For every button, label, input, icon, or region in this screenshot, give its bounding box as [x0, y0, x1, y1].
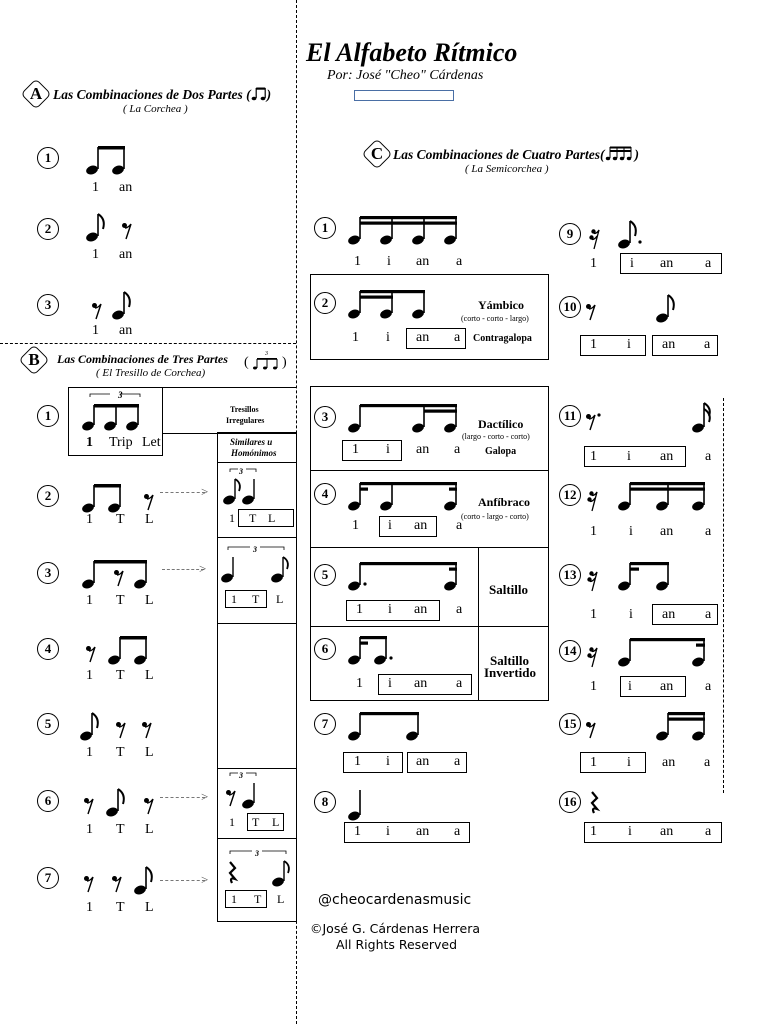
b3-arrow [162, 569, 204, 570]
b7-alt-count-3: L [277, 892, 285, 906]
c16-count-box [584, 822, 722, 843]
tuplet-three: 3 [255, 849, 259, 858]
section-a-badge [24, 82, 48, 106]
section-c-letter: C [370, 144, 384, 163]
c8-count-1: 1 [354, 824, 361, 839]
c1-count-4: a [456, 254, 463, 269]
c-item-6-number: 6 [314, 638, 336, 660]
b6-alt-count-3: L [272, 815, 280, 829]
b7-alt-rhythm [224, 848, 294, 888]
c16-count-1: 1 [590, 824, 597, 839]
eighth-pair-icon [251, 87, 267, 101]
section-c-title [393, 146, 639, 163]
c-item-13-rhythm [584, 554, 684, 594]
c-item-10-rhythm [584, 286, 714, 326]
c9-count-1: 1 [590, 256, 597, 271]
c5-count-3: an [414, 602, 428, 617]
c2-count-4: a [454, 330, 461, 345]
c-item-3-rhythm [348, 396, 468, 436]
c-item-16-number: 16 [559, 791, 581, 813]
c7-count-3: an [416, 754, 430, 769]
c-item-11-number: 11 [559, 405, 581, 427]
c-item-13-number: 13 [559, 564, 581, 586]
c7-count-1: 1 [354, 754, 361, 769]
b4-count-2: T [116, 668, 125, 683]
c9-count-4: a [705, 256, 712, 271]
a-item-3-rhythm [86, 283, 146, 323]
c10-count-2: i [627, 337, 631, 352]
c-item-4-rhythm [348, 474, 468, 514]
c7-count-box-a [343, 752, 403, 773]
c-item-11-rhythm [584, 396, 724, 436]
b6-count-2: T [116, 822, 125, 837]
c8-count-3: an [416, 824, 430, 839]
c12-count-1: 1 [590, 524, 597, 539]
c-item-1-number: 1 [314, 217, 336, 239]
b-item-1-number: 1 [37, 405, 59, 427]
c11-count-1: 1 [590, 449, 597, 464]
copyright: ©José G. Cárdenas Herrera [310, 921, 481, 936]
c12-count-4: a [705, 524, 712, 539]
section-b-badge [22, 348, 46, 372]
c5-c6-divider [478, 547, 479, 701]
c6-count-3: an [414, 676, 428, 691]
c13-count-3: an [662, 607, 676, 622]
b6-count-1: 1 [86, 822, 93, 837]
similar-row-line [217, 623, 297, 624]
b4-count-3: L [145, 668, 154, 683]
a1-count-2: an [119, 180, 133, 195]
b6-alt-count-2: T [252, 815, 260, 829]
b7-count-2: T [116, 900, 125, 915]
b2-alt-count-3: L [268, 511, 276, 525]
b1-count-2: Trip [109, 435, 133, 450]
section-c-badge [365, 142, 389, 166]
c-item-16-rhythm [586, 784, 616, 824]
c-item-2-rhythm [348, 282, 438, 322]
section-a-title-close: ) [266, 87, 272, 102]
c4-count-1: 1 [352, 518, 359, 533]
section-b-letter: B [28, 350, 40, 369]
c3-name: Dactílico [478, 417, 524, 431]
section-b-subtitle: ( El Tresillo de Corchea) [96, 367, 206, 379]
c6-count-4: a [456, 676, 463, 691]
rights-reserved: All Rights Reserved [336, 937, 458, 952]
similar-label-1: Similares u [230, 437, 273, 447]
b3-alt-rhythm [222, 544, 292, 584]
b-item-7-number: 7 [37, 867, 59, 889]
b6-alt-rhythm [224, 770, 294, 810]
irregular-label-2: Irregulares [226, 416, 265, 425]
c4-desc: (corto - largo - corto) [461, 512, 529, 521]
c10-count-1: 1 [590, 337, 597, 352]
a3-count-2: an [119, 323, 133, 338]
c8-count-box [344, 822, 470, 843]
c1-count-1: 1 [354, 254, 361, 269]
c13-count-1: 1 [590, 607, 597, 622]
b6-count-3: L [145, 822, 154, 837]
a2-count-2: an [119, 247, 133, 262]
c4-name: Anfíbraco [478, 495, 530, 509]
section-c-subtitle: ( La Semicorchea ) [465, 163, 549, 175]
c7-count-4: a [454, 754, 461, 769]
b1-triplet-mark: 3 [118, 390, 123, 400]
c4-count-2: i [388, 518, 392, 533]
c14-count-4: a [705, 679, 712, 694]
a3-count-1: 1 [92, 323, 99, 338]
b2-count-3: L [145, 512, 154, 527]
a-item-1-number: 1 [37, 147, 59, 169]
c3-desc: (largo - corto - corto) [462, 432, 530, 441]
c6-count-2: i [388, 676, 392, 691]
section-a-subtitle: ( La Corchea ) [123, 103, 188, 115]
similar-row-line [217, 537, 297, 538]
b1-count-3: Let [142, 435, 161, 450]
page-title: El Alfabeto Rítmico [306, 38, 518, 67]
c-item-5-number: 5 [314, 564, 336, 586]
b5-count-1: 1 [86, 745, 93, 760]
c5-name: Saltillo [489, 582, 529, 597]
c3-count-3: an [416, 442, 430, 457]
c10-count-4: a [704, 337, 711, 352]
section-a-title-text: Las Combinaciones de Dos Partes ( [53, 87, 251, 102]
arrow-head-icon: > [201, 872, 209, 887]
c11-count-4: a [705, 449, 712, 464]
c-item-8-number: 8 [314, 791, 336, 813]
section-c-title-close: ) [634, 147, 640, 162]
c-item-9-rhythm [586, 212, 666, 252]
c16-count-2: i [628, 824, 632, 839]
arrow-head-icon: > [199, 561, 207, 576]
b3-alt-count-1: 1 [231, 592, 237, 606]
byline: Por: José "Cheo" Cárdenas [327, 68, 484, 83]
b-item-3-number: 3 [37, 562, 59, 584]
c9-count-3: an [660, 256, 674, 271]
c2-count-2: i [386, 330, 390, 345]
c1-count-3: an [416, 254, 430, 269]
c-item-14-rhythm [584, 630, 724, 670]
c8-count-2: i [386, 824, 390, 839]
svg-text:(: ( [244, 355, 249, 370]
b-item-7-rhythm [82, 858, 162, 898]
c-item-7-number: 7 [314, 713, 336, 735]
b7-alt-count-1: 1 [231, 892, 237, 906]
b6-arrow [160, 797, 205, 798]
c3-count-1: 1 [352, 442, 359, 457]
b3-alt-count-2: T [252, 592, 260, 606]
b3-alt-count-3: L [276, 592, 284, 606]
c-item-7-rhythm [348, 704, 438, 744]
similar-label-2: Homónimos [231, 448, 277, 458]
c-item-2-number: 2 [314, 292, 336, 314]
section-b-title: Las Combinaciones de Tres Partes [57, 352, 228, 366]
c2-count-1: 1 [352, 330, 359, 345]
c10-count-3: an [662, 337, 676, 352]
c-item-12-number: 12 [559, 484, 581, 506]
b2-alt-count-1: 1 [229, 511, 235, 525]
b5-count-2: T [116, 745, 125, 760]
section-a-letter: A [29, 84, 43, 103]
c3-count-4: a [454, 442, 461, 457]
irregular-connector-diag [162, 387, 163, 432]
b2-alt-rhythm [224, 466, 294, 506]
c6-name: Saltillo [490, 653, 530, 668]
b3-count-2: T [116, 593, 125, 608]
c12-count-2: i [629, 524, 633, 539]
c13-count-2: i [629, 607, 633, 622]
tuplet-three: 3 [239, 771, 243, 780]
c13-count-4: a [705, 607, 712, 622]
b7-count-1: 1 [86, 900, 93, 915]
arrow-head-icon: > [201, 789, 209, 804]
c8-count-4: a [454, 824, 461, 839]
b-item-4-rhythm [82, 628, 162, 668]
b-item-4-number: 4 [37, 638, 59, 660]
c11-count-2: i [627, 449, 631, 464]
b3-count-1: 1 [86, 593, 93, 608]
b1-count-1: 1 [86, 435, 93, 450]
c7-count-2: i [386, 754, 390, 769]
b2-count-2: T [116, 512, 125, 527]
social-handle: @cheocardenasmusic [318, 892, 472, 908]
c1-count-2: i [387, 254, 391, 269]
c11-count-3: an [660, 449, 674, 464]
c3-count-2: i [386, 442, 390, 457]
c16-count-4: a [705, 824, 712, 839]
similar-row-line [217, 768, 297, 769]
section-a-title [53, 87, 271, 103]
similar-row-line [217, 462, 297, 463]
c14-count-1: 1 [590, 679, 597, 694]
b2-alt-box [238, 509, 294, 527]
svg-text:3: 3 [265, 351, 268, 357]
b-item-3-rhythm [82, 552, 162, 592]
c-item-14-number: 14 [559, 640, 581, 662]
c5-count-1: 1 [356, 602, 363, 617]
b7-alt-count-2: T [254, 892, 262, 906]
c2-desc: (corto - corto - largo) [461, 314, 529, 323]
c6-count-1: 1 [356, 676, 363, 691]
b7-arrow [160, 880, 205, 881]
svg-text:): ) [282, 355, 287, 370]
triplet-group-icon [244, 350, 292, 372]
c15-count-3: an [662, 755, 676, 770]
c15-count-4: a [704, 755, 711, 770]
c14-count-3: an [660, 679, 674, 694]
b-item-2-number: 2 [37, 485, 59, 507]
name-input-box[interactable] [354, 90, 454, 101]
b2-alt-count-2: T [249, 511, 257, 525]
arrow-head-icon: > [201, 484, 209, 499]
section-c-title-text: Las Combinaciones de Cuatro Partes( [393, 147, 605, 162]
b-item-5-rhythm [80, 704, 160, 744]
sixteenth-group-icon [605, 146, 635, 161]
c-item-15-number: 15 [559, 713, 581, 735]
a-item-1-rhythm [86, 138, 146, 178]
c3-count-box [342, 440, 402, 461]
a-item-2-number: 2 [37, 218, 59, 240]
c5-count-4: a [456, 602, 463, 617]
a-item-2-rhythm [86, 205, 146, 245]
c-item-4-number: 4 [314, 483, 336, 505]
b6-alt-count-1: 1 [229, 815, 235, 829]
c12-count-3: an [660, 524, 674, 539]
irregular-label-1: Tresillos [230, 405, 259, 414]
b4-count-1: 1 [86, 668, 93, 683]
similar-row-line [217, 838, 297, 839]
c-item-1-rhythm [348, 208, 468, 248]
c-item-8-rhythm [348, 784, 378, 824]
c6-name-2: Invertido [484, 665, 536, 680]
b7-count-3: L [145, 900, 154, 915]
tuplet-three: 3 [253, 545, 257, 554]
c9-count-2: i [630, 256, 634, 271]
c-item-6-rhythm [348, 628, 438, 668]
section-divider [0, 343, 296, 344]
b2-arrow [160, 492, 205, 493]
a1-count-1: 1 [92, 180, 99, 195]
irregular-connector [162, 387, 296, 434]
c-item-5-rhythm [348, 554, 468, 594]
c2-name: Yámbico [478, 298, 524, 312]
a2-count-1: 1 [92, 247, 99, 262]
b-item-5-number: 5 [37, 713, 59, 735]
b5-count-3: L [145, 745, 154, 760]
b-item-6-number: 6 [37, 790, 59, 812]
c15-count-2: i [627, 755, 631, 770]
c5-count-2: i [388, 602, 392, 617]
c3-name-2: Galopa [485, 446, 517, 457]
c14-count-2: i [628, 679, 632, 694]
c-item-9-number: 9 [559, 223, 581, 245]
b-item-6-rhythm [82, 780, 162, 820]
c-item-10-number: 10 [559, 296, 581, 318]
b3-count-3: L [145, 593, 154, 608]
c2-name-2: Contragalopa [473, 333, 532, 344]
c15-count-1: 1 [590, 755, 597, 770]
c4-count-3: an [414, 518, 428, 533]
c-item-15-rhythm [584, 704, 724, 744]
b2-count-1: 1 [86, 512, 93, 527]
c16-count-3: an [660, 824, 674, 839]
c-item-12-rhythm [584, 474, 724, 514]
b-item-2-rhythm [82, 476, 162, 516]
c4-count-4: a [456, 518, 463, 533]
tuplet-three: 3 [239, 467, 243, 476]
c-item-3-number: 3 [314, 406, 336, 428]
a-item-3-number: 3 [37, 294, 59, 316]
c2-count-3: an [416, 330, 430, 345]
